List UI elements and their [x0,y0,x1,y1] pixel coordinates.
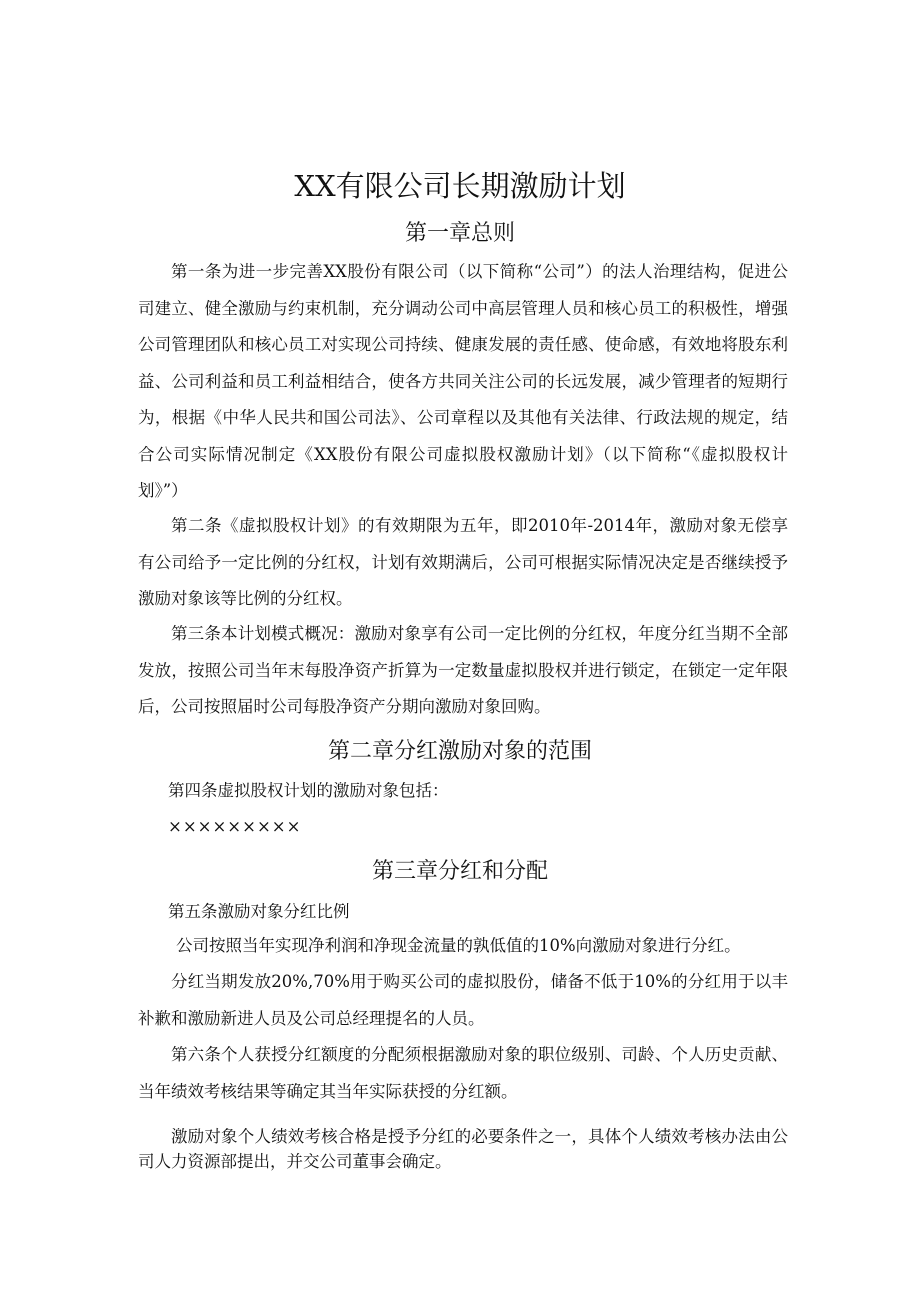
article-6: 第六条个人获授分红额度的分配须根据激励对象的职位级别、司龄、个人历史贡献、当年绩效考核结果等确定其当年实际获授的分红额。 [138,1045,788,1101]
article-2: 第二条《虚拟股权计划》的有效期限为五年，即2010年-2014年，激励对象无偿享有公司给予一定比例的分红权，计划有效期满后，公司可根据实际情况决定是否继续授予激励对象该等比例的分红权。 [138,516,788,608]
article-5-paragraph-2: 分红当期发放20%,70%用于购买公司的虚拟股份，储备不低于10%的分红用于以丰补歉和激励新进人员及公司总经理提名的人员。 [138,972,788,1028]
document-title: XX有限公司长期激励计划 [294,169,626,203]
article-6-paragraph-2: 激励对象个人绩效考核合格是授予分红的必要条件之一，具体个人绩效考核办法由公司人力资源部提出，并交公司董事会确定。 [138,1127,788,1171]
chapter-1-heading: 第一章总则 [404,221,515,246]
article-4: 第四条虚拟股权计划的激励对象包括： [168,781,449,800]
placeholder-marks: ××××××××× [168,817,302,836]
article-1: 第一条为进一步完善XX股份有限公司（以下简称“公司”）的法人治理结构，促进公司建立、健全激励与约束机制，充分调动公司中高层管理人员和核心员工的积极性，增强公司管理团队和核心员工对实现公司持续、健康发展的责任感、使命感，有效地将股东利益、公司利益和员工利益相结合，使各方共同关注公司的长远发展，减少管理者的短期行为，根据《中华人民共和国公司法》、公司章程以及其他有关法律、行政法规的规定，结合公司实际情况制定《XX股份有限公司虚拟股权激励计划》（以下简称“《虚拟股权计划》”） [138,262,788,500]
article-5-title: 第五条激励对象分红比例 [168,902,350,921]
article-5-paragraph-1: 公司按照当年实现净利润和净现金流量的孰低值的10%向激励对象进行分红。 [176,936,741,955]
article-3: 第三条本计划模式概况：激励对象享有公司一定比例的分红权，年度分红当期不全部发放，按照公司当年末每股净资产折算为一定数量虚拟股权并进行锁定，在锁定一定年限后，公司按照届时公司每股净资产分期向激励对象回购。 [138,624,788,716]
chapter-3-heading: 第三章分红和分配 [371,859,548,884]
chapter-2-heading: 第二章分红激励对象的范围 [327,739,592,764]
